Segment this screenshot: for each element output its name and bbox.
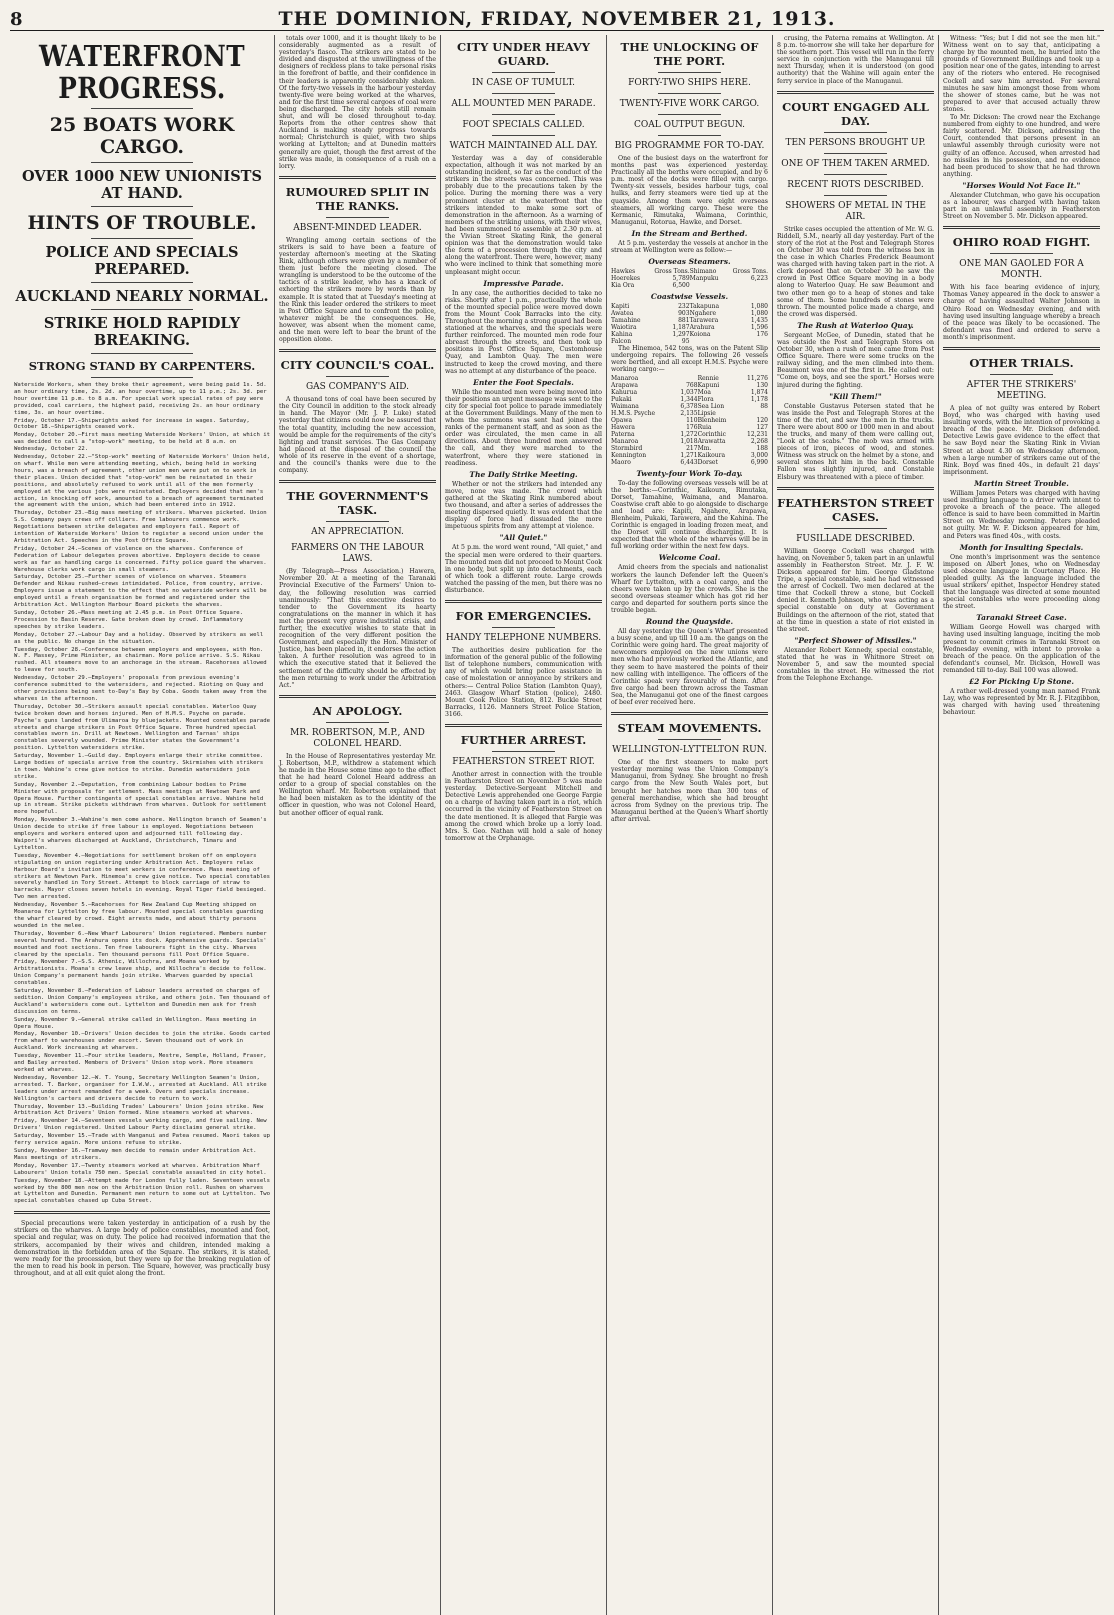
page-number: 8	[10, 9, 23, 30]
article-text: A thousand tons of coal have been secured by the City Council in addition to the stock already in hand. The Mayor (Mr. J. P. Luke) stated yesterday that citizens could now be assured that the total quantity, including the new accession, would be ample for the requirements of the city's lighting and transit services. The Gas Company had placed at the disposal of the council the whole of its reserve in the event of a shortage, and the council's thanks were due to the company.	[279, 396, 436, 475]
headline-court-engaged: COURT ENGAGED ALL DAY.	[782, 99, 929, 128]
article-text: Sergeant McGee, of Dunedin, stated that he was outside the Post and Telegraph Stores on October 30, when a rush of men came from Post Office Square. There were some trucks on the railway siding, and the men climbed into them. Beaumont was one of the first in. He called out: "Come on, boys, and see the sport." Horses were injured during the fighting.	[777, 331, 934, 389]
column-3	[441, 35, 607, 1615]
headline-waterfront-progress: WATERFRONT PROGRESS.	[38, 39, 246, 105]
headline-strike-breaking: STRIKE HOLD RAPIDLY BREAKING.	[43, 315, 241, 349]
headline-government-task: THE GOVERNMENT'S TASK.	[286, 489, 429, 518]
subhead-after-meeting: AFTER THE STRIKERS' MEETING.	[966, 380, 1077, 401]
article-text: All day yesterday the Queen's Wharf presented a busy scene, and up till 10 a.m. the gangs on the Corinthic were going hard. The great majority of newcomers employed on the new unions were men who had previously worked the Atlantic, and they seem to have mastered the points of their new calling with intelligence. The officers of the Corinthic speak very favourably of them. After five cargo had been thrown across the Tasman Sea, the Manuganui got one of the finest cargoes of beef ever received here.	[611, 628, 768, 707]
chronology-entry: Saturday, November 8.—Federation of Labour leaders arrested on charges of sedition. Union Company's employees strike, and others join. Ten thousand of Auckland's watersiders come out. Lyttelton and Dunedin men ask for fresh discussion on terms.	[14, 988, 270, 1015]
headline-steam-movements: STEAM MOVEMENTS.	[617, 721, 762, 736]
article-text: One month's imprisonment was the sentence imposed on Albert Jones, who on Wednesday used obscene language in Courtenay Place. He pleaded guilty. As the language included the usual strikers' epithet, Inspector Hendrey stated that the language was directed at some mounted special constables who were proceeding along the street.	[943, 553, 1100, 611]
section-head: Round the Quayside.	[645, 617, 734, 627]
headline-unlocking-port: THE UNLOCKING OF THE PORT.	[620, 40, 759, 68]
chronology-entry: Thursday, October 30.—Strikers assault special constables. Waterloo Quay twice broken down and horses injured. Men of H.M.S. Psyche on parade. Psyche's guns landed from Ulimaroa by bluejackets. Mounted constables parade streets and charge strikers in Post Office Square. Three hundred special constables sworn in. Drill at Newtown. Wellington and Tarnas' ships constables severely wounded. Prime Minister states the Government's position. Lyttelton watersiders strike.	[14, 703, 270, 752]
headline-featherston-cases: FEATHERSTON STREET CASES.	[777, 495, 934, 524]
section-head: Twenty-four Work To-day.	[636, 468, 743, 478]
headline-other-trials: OTHER TRIALS.	[969, 356, 1074, 370]
section-head: £2 For Picking Up Stone.	[968, 677, 1075, 686]
headline-city-coal: CITY COUNCIL'S COAL.	[280, 358, 435, 373]
section-head: Taranaki Street Case.	[976, 613, 1067, 623]
article-text: A plea of not guilty was entered by Robert Boyd, who was charged with having used insulting words, with the intention of provoking a breach of the peace. Mr. Dickson defended. Detective Lewis gave evidence to the effect that he saw Boyd near the Skating Rink in Vivian Street at about 4.30 on Wednesday afternoon, when a large number of strikers came out of the Rink. Boyd was fined 40s., in default 21 days' imprisonment.	[943, 405, 1100, 476]
subhead-watch: WATCH MAINTAINED ALL DAY.	[449, 141, 598, 151]
column-5	[773, 35, 939, 1615]
article-text: In any case, the authorities decided to take no risks. Shortly after 1 p.m., practically the whole of the mounted special police were moved down from the Mount Cook Barracks into the city. Throughout the morning a strong guard had been stationed at the wharves, and the specials were further reinforced. The mounted men rode four abreast through the streets, and then took up positions in Post Office Square, Customhouse Quay, and Lambton Quay. The men were instructed to keep the crowd moving, and there was no attempt at any disturbance of the peace.	[445, 289, 602, 375]
article-text: Alexander Robert Kennedy, special constable, stated that he was in Whitmore Street on November 5, and saw the mounted special constables in the street. He witnessed the riot from the Telephone Exchange.	[777, 646, 934, 683]
headline-city-guard: CITY UNDER HEAVY GUARD.	[457, 40, 590, 68]
ships-table-coastwise: Kapiti 232 Takapuna 1,080 Awatea 903 Ngahere 1,080 Tamahine 881 Tarawera 1,435 Waiotira 1,187 Arahura 1,596 Kahina 1,297 Koiona 176 Falcon 95	[611, 303, 768, 346]
chronology-entry: Wednesday, October 22.—"Stop-work" meeting of Waterside Workers' Union held, on wharf. While men were attending meeting, which, being held in working hours, was a breach of agreement, other union men were put on to work in their places. Union decided that "stop-work" men be reinstated in their positions, and absolutely refused to work until all of the men formerly employed at the various jobs were reinstated. Employers decided that men's action, in knocking off work, amounted to a breach of agreement terminated the agreement with the union, which had been entered into in 1912.	[14, 454, 270, 509]
subhead-robertson: MR. ROBERTSON, M.P., AND COLONEL HEARD.	[290, 727, 425, 749]
chronology-entry: Thursday, November 6.—New Wharf Labourers' Union registered. Members number several hundred. The Arahura opens its dock. Apprehensive guards. Specials' mounted and foot sections. Ten free labourers fight in the city. Wharves cleared by the specials. Ten thousand persons fill Post Office Square.	[14, 930, 267, 958]
chronology-entry: Saturday, November 1.—Guild day. Employers enlarge their strike committee. Large bodies of specials arrive from the country. Skirmishes with strikers in town. Wahine's crew give notice to strike. Dunedin watersiders join strike.	[14, 753, 264, 780]
subhead-absent-leader: ABSENT-MINDED LEADER.	[293, 222, 422, 233]
article-text: Another arrest in connection with the trouble in Featherston Street on November 5 was made yesterday. Detective-Sergeant Mitchell and Detective Lewis apprehended one George Fargie on a charge of having taken part in a riot, which occurred in the vicinity of Featherston Street on the date mentioned. It is alleged that Fargie was among the crowd which broke up a lorry load. Mrs. S. Geo. Nathan will hold a sale of honey tomorrow at the Orphanage.	[445, 771, 602, 842]
section-head: The Daily Strike Meeting.	[469, 469, 578, 479]
chronology-entry: Sunday, November 9.—General strike called in Wellington. Mass meeting in Opera House.	[14, 1016, 257, 1030]
headline-25-boats: 25 BOATS WORK CARGO.	[49, 114, 235, 158]
chronology-entry: Wednesday, November 12.—W. T. Young, Secretary Wellington Seamen's Union, arrested. T. Barker, organiser for I.W.W., arrested at Auckland. All strike leaders under arrest remanded for a week. Overs and specials increase. Wellington's carters and drivers decide to return to work.	[14, 1074, 267, 1102]
article-text: With his face bearing evidence of injury, Thomas Vaney appeared in the dock to answer a charge of having assaulted Walter Johnson in Ohiro Road on Wednesday evening, and with having used insulting language whereby a breach of the peace was likely to be occasioned. The defendant was fined and ordered to serve a month's imprisonment.	[943, 284, 1100, 341]
subhead-42-ships: FORTY-TWO SHIPS HERE.	[628, 78, 751, 88]
article-text: Witness: "Yes; but I did not see the men hit." Witness went on to say that, anticipating a charge by the mounted men, he hurried into the grounds of Government Buildings and took up a position near one of the gates, intending to arrest any of the rioters who entered. He recognised Cockell and saw him arrested. For several minutes he saw him amongst those from whom the shower of stones came, but he was not prepared to aver that accused actually threw stones.	[943, 35, 1100, 113]
subhead-one-man-gaoled: ONE MAN GAOLED FOR A MONTH.	[959, 259, 1084, 281]
subhead-tumult: IN CASE OF TUMULT.	[472, 78, 575, 88]
article-text: Constable Gustavus Petersen stated that he was inside the Post and Telegraph Stores at the time of the riot, and saw the men in the trucks. There were about 800 or 1000 men in and about the trucks, and many of them were calling out, "Look at the scabs." The mob was armed with pieces of iron, pieces of wood, and stones. Witness was struck on the helmet by a stone, and several stones hit him in the back. Constable Fallon was slightly injured, and Constable Elsbury was threatened with a piece of timber.	[777, 402, 934, 481]
article-text: To-day the following overseas vessels will be at the berths:—Corinthic, Kaikoura, Rimutaka, Dorset, Tamahine, Waimana, and Manaroa. Coastwise craft able to go alongside to discharge and load are: Kapiti, Ngahere, Arapawa, Blenheim, Pukaki, Tarawera, and the Kahina. The Corinthic is engaged in loading frozen meat, and the Dorset will continue discharging. It is expected that the whole of the wharves will be in full working order within the next few days.	[611, 479, 768, 551]
headline-hints-of-trouble: HINTS OF TROUBLE.	[27, 212, 257, 234]
section-head: "Perfect Shower of Missiles."	[794, 635, 917, 645]
ships-table-overseas: Hawkes Gross Tons. Shimano Gross Tons. Hoerekes 5,789 Manpuku 6,223 Kia Ora 6,500	[611, 268, 768, 290]
chronology-entry: Friday, October 17.—Shipwrights asked for increase in wages. Saturday, October 18.—Shipwrights ceased work.	[14, 417, 250, 431]
column-2	[275, 35, 441, 1615]
chronology-entry: Saturday, October 25.—Further scenes of violence on wharves. Steamers Defender and Nikau rushed—crews intimidated. Police, from country, arrive. Employers issue a statement to the effect that no waterside workers will be employed until a fresh organisation be formed and registered under the Arbitration Act. Wellington Harbour Board pickets the wharves.	[14, 574, 267, 609]
subhead-featherston-riot: FEATHERSTON STREET RIOT.	[452, 757, 595, 767]
headline-auckland-normal: AUCKLAND NEARLY NORMAL.	[15, 288, 269, 305]
section-head: In the Stream and Berthed.	[631, 228, 748, 238]
masthead-title: THE DOMINION, FRIDAY, NOVEMBER 21, 1913.	[278, 8, 836, 30]
article-text: At 5 p.m. the word went round, "All quiet," and the special men were ordered to their quarters. The mounted men did not proceed to Mount Cook in one body, but split up into detachments, each of which took a different route. Large crowds watched the passing of the men, but there was no disturbance.	[445, 544, 602, 594]
section-head: "Kill Them!"	[829, 391, 882, 401]
subhead-mounted-men: ALL MOUNTED MEN PARADE.	[451, 99, 596, 109]
article-text: totals over 1000, and it is thought likely to be considerably augmented as a result of yesterday's fiasco. The strikers are stated to be divided and disgusted at the unwillingness of the designers of reckless plans to take personal risks in the forefront of battle, and their confidence in their leaders is apparently considerably shaken. Of the forty-two vessels in the harbour yesterday twenty-five were being worked at the wharves, and for the first time several cargoes of coal were being discharged. The city hotels still remain shut, and will be closed throughout to-day. Reports from the other centres show that Auckland is making steady progress towards normal; Christchurch is quiet, with two ships working at Lyttelton; and at Dunedin matters generally are quiet, though the first arrest of the strike was made, in consequence of a rush on a lorry.	[279, 35, 436, 170]
section-head: Month for Insulting Specials.	[959, 542, 1084, 552]
headline-further-arrest: FURTHER ARREST.	[460, 733, 587, 747]
chronology-entry: Friday, November 14.—Seventeen vessels working cargo, and five sailing. New Drivers' Union registered. United Labour Party disclaims general strike.	[14, 1118, 267, 1132]
article-text: Amid cheers from the specials and nationalist workers the launch Defender left the Queen's Wharf for Lyttelton, with a coal cargo, and the cheers were taken up by the crowds. She is the second overseas steamer which has got rid her cargo and departed for southern ports since the trouble began.	[611, 564, 768, 614]
subhead-appreciation: AN APPRECIATION.	[311, 527, 404, 538]
article-text: At 5 p.m. yesterday the vessels at anchor in the stream at Wellington were as follow:—	[611, 239, 768, 255]
article-text: William George Howell was charged with having used insulting language, inciting the mob present to commit crimes in Taranaki Street on Wednesday evening, with intent to provoke a breach of the peace. On the application of the defendant's counsel, Mr. Dickson, Howell was remanded till to-day. Bail 100 was allowed.	[943, 624, 1100, 674]
article-text: In the House of Representatives yesterday Mr. J. Robertson, M.P., withdrew a statement which he made in the House some time ago to the effect that he had heard Colonel Heard address an order to a group of special constables on the Wellington wharf. Mr. Robertson explained that he had been mistaken as to the identity of the officer in question, who was not Colonel Heard, but another officer of equal rank.	[279, 752, 436, 817]
article-text: William James Peters was charged with having used insulting language to a driver with intent to provoke a breach of the peace. The alleged offence is said to have been committed in Martin Street on Wednesday morning. Peters pleaded not guilty. Mr. W. F. Dickson appeared for him, and Peters was fined 40s., with costs.	[943, 489, 1100, 540]
article-text: crusing, the Paterna remains at Wellington. At 8 p.m. to-morrow she will take her departure for the southern port. This vessel will run in the ferry service in conjunction with the Manuganui till next Thursday, when it is understood (on good authority) that the Wahine will again enter the ferry service in place of the Manuganui.	[777, 35, 934, 85]
chronology-entry: Tuesday, October 28.—Conference between employers and employees, with Hon. W. F. Massey, Prime Minister, as chairman. More police arrive. S.S. Nikau rushed. All steamers move to an anchorage in the stream. Racehorses allowed to leave for south.	[14, 646, 267, 674]
headline-split-ranks: RUMOURED SPLIT IN THE RANKS.	[285, 184, 430, 213]
article-text: The Hinemoa, 542 tons, was on the Patent Slip undergoing repairs. The following 26 vessels were berthed, and all except H.M.S. Psyche were working cargo:—	[611, 345, 768, 374]
article-text: One of the first steamers to make port yesterday morning was the Union Company's Manuganui, from Sydney. She brought no fresh cargo from the New South Wales port, but brought her hatches more than 300 tons of general merchandise, which she had brought across from Sydney on the previous trip. The Manuganui berthed at the Queen's Wharf shortly after arrival.	[611, 759, 768, 823]
subhead-telephone: HANDY TELEPHONE NUMBERS.	[445, 633, 602, 644]
article-text: William George Cockell was charged with having, on November 5, taken part in an unlawful assembly in Featherston Street. Mr. J. F. W. Dickson appeared for him. George Gladstone Tripe, a special constable, said he had witnessed the arrest of Cockell. Two men declared at the time that Cockell threw a stone, but Cockell denied it. Kenneth Johnson, who was acting as a special constable on duty at Government Buildings on the afternoon of the riot, stated that at the time in question a state of riot existed in the street.	[777, 547, 934, 633]
chronology-entry: Monday, November 17.—Twenty steamers worked at wharves. Arbitration Wharf Labourers' Union totals 750 men. Special constable assaulted in city hotel.	[14, 1162, 267, 1176]
headline-emergencies: FOR EMERGENCIES.	[455, 609, 592, 624]
headline-carpenters: STRONG STAND BY CARPENTERS.	[28, 359, 256, 373]
article-text: To Mr. Dickson: The crowd near the Exchange numbered from eighty to one hundred, and were fairly scattered. Mr. Dickson, addressing the Court, contended that persons present in an unlawful assembly through curiosity were not guilty of an offence. Accused, when arrested had no missiles in his possession, and no evidence had been produced to show that he had thrown anything.	[943, 114, 1100, 178]
article-text: Wrangling among certain sections of the strikers is said to have been a feature of yesterday afternoon's meeting at the Skating Rink, although others were given by a number of them just before the meeting closed. The wrangling is understood to be the outcome of the tactics of a strike leader, who has a knack of exhorting the strikers more by words than by example. It is stated that at Tuesday's meeting at the Rink this leader ordered the strikers to meet in Post Office Square and to confront the police, whatever might be the consequences. He, however, was absent when the moment came, and the men were left to bear the brunt of the opposition alone.	[279, 236, 436, 344]
article-text: Alexander Clutchman, who gave his occupation as a labourer, was charged with having taken part in an unlawful assembly in Featherston Street on November 5. Mr. Dickson appeared.	[943, 191, 1100, 221]
chronology-entry: Waterside Workers, when they broke their agreement, were being paid 1s. 5d. an hour ordinary time, 2s. 2d. an hour overtime, up to 11 p.m.; 2s. 3d. per hour overtime 11 p.m. to 8 a.m. For special work special rates of pay were provided, coal carriers, the highest paid, receiving 2s. an hour ordinary time, 3s. an hour overtime.	[14, 382, 267, 416]
column-4	[607, 35, 773, 1615]
section-head: Welcome Coal.	[658, 553, 721, 563]
section-head: Impressive Parade.	[483, 278, 564, 288]
chronology-entry: Tuesday, November 11.—Four strike leaders, Mestre, Semple, Holland, Fraser, and Bailey arrested. Members of Drivers' Union stop work. More steamers worked at wharves.	[14, 1053, 267, 1073]
chronology-entry: Saturday, November 15.—Trade with Wanganui and Patea resumed. Maori takes up ferry service again. More unions refuse to strike.	[14, 1133, 270, 1147]
section-head: The Rush at Waterloo Quay.	[797, 320, 914, 330]
chronology-entry: Monday, October 27.—Labour Day and a holiday. Observed by strikers as well as the public. No change in the situation.	[14, 631, 264, 645]
table-title: Overseas Steamers.	[648, 257, 731, 267]
ships-table-berthed: Manaroa Rennie 11,276 Arapawa 768 Kapuni 130 Kahurua 1,037 Moa 1,874 Pukaki 1,344 Flora 1,178 Waimana 6,378 Sea Lion 88 H.M.S. Psyche 2,135 Lipsie Opawa 110 Blenheim 120 Hawera 176 Ruia 127 Paterna 1,272 Corinthic 12,231 Manaroa 1,018 Arawatta 2,268 Stormbird 217 Mm. 188 Kennington 1,271 Kaikoura 3,000 Maoro 6,443 Dorset 6,990	[611, 374, 768, 466]
subhead-taken-armed: ONE OF THEM TAKEN ARMED.	[781, 158, 930, 169]
table-title: Coastwise Vessels.	[650, 292, 729, 302]
subhead-ten-persons: TEN PERSONS BROUGHT UP.	[785, 137, 926, 148]
subhead-showers-metal: SHOWERS OF METAL IN THE AIR.	[785, 200, 926, 222]
column-1	[10, 35, 275, 1615]
article-text: The authorities desire publication for the information of the general public of the following list of telephone numbers, communication with any of which would bring police assistance in case of molestation or annoyance by strikers and others:— Central Police Station (Lambton Quay), 2463. Glasgow Wharf Station (police), 2480. Mount Cook Police Station, 812. Buckle Street Barracks, 1126. Manners Street Police Station, 3166.	[445, 647, 602, 718]
subhead-25-cargo: TWENTY-FIVE WORK CARGO.	[619, 99, 760, 109]
strike-chronology	[14, 382, 270, 1205]
subhead-ferry-run: WELLINGTON-LYTTELTON RUN.	[612, 745, 767, 756]
headline-police-specials: POLICE AND SPECIALS PREPARED.	[45, 244, 239, 278]
article-text: (By Telegraph—Press Association.) Hawera, November 20. At a meeting of the Taranaki Provincial Executive of the Farmers' Union to-day, the following resolution was carried unanimously: "That this executive desires to tender to the Government its hearty congratulations on the manner in which it has met the present very grave industrial crisis, and further, the executive wishes to state that in recognition of the very different position the Government, and especially the Hon. Minister of Justice, has been placed in, it endorses the action taken. A further resolution was agreed to in which the executive stated that it believed the settlement of the difficulty should be effected by the men returning to work under the Arbitration Act."	[279, 568, 436, 689]
article-text: Whether or not the strikers had intended any move, none was made. The crowd which gathered at the Skating Rink numbered about two thousand, and after a series of addresses the meeting dispersed quietly. It was evident that the display of force had dissuaded the more impetuous spirits from any attempt at violence.	[445, 480, 602, 531]
article-tail: Special precautions were taken yesterday in anticipation of a rush by the strikers on the wharves. A large body of police constables, mounted and foot, special and regular, was on duty. The police had received information that the strikers, accompanied by their wives and children, intended making a demonstration in the forbidden area of the Square. The strikers, it is stated, were ready for the procession, but they were up for the breaking regulation of the men to read his book in person. The Square, however, was practically busy throughout, and at all exit quiet along the front.	[14, 1220, 270, 1277]
article-text: Strike cases occupied the attention of Mr. W. G. Riddell, S.M., nearly all day yesterday. Part of the story of the riot at the Post and Telegraph Stores on October 30 was told from the witness box in the case in which Charles Frederick Beaumont was charged with having taken part in the riot. A clerk deposed that on October 30 he saw the crowd in Post Office Square moving in a body along to Waterloo Quay. He saw Beaumont and two other men go to a heap of stones and take some of them. Some hundreds of stones were thrown. The mounted police made a charge, and the crowd was dispersed.	[777, 225, 934, 318]
section-head: "Horses Would Not Face It."	[962, 180, 1081, 190]
chronology-entry: Monday, November 3.—Wahine's men come ashore. Wellington branch of Seamen's Union decide to strike if free labour is employed. Negotiations between employers and workers entered upon and adjourned till following day. Waipori's wharves discharged at Auckland, Christchurch, Timaru and Lyttelton.	[14, 817, 267, 851]
chronology-entry: Wednesday, November 5.—Racehorses for New Zealand Cup Meeting shipped on Moanaroa for Lyttelton by free labour. Mounted special constables guarding the wharf cleared by crowd. Eight arrests made, and about thirty persons wounded in the melee.	[14, 902, 264, 929]
chronology-entry: Tuesday, November 4.—Negotiations for settlement broken off on employers stipulating on union registering under Arbitration Act. Employers relax Harbour Board's invitation to meet workers in conference. Mass meeting of strikers at Newtown Park. Hinemoa's crew give notice. Two special constables severely handled in Tory Street. Attempt to block carriage of straw to barracks. Mayor closes seven hotels in evening. Royal Tiger field besieged. Two men arrested.	[14, 852, 270, 901]
subhead-programme: BIG PROGRAMME FOR TO-DAY.	[614, 141, 765, 151]
subhead-riots-described: RECENT RIOTS DESCRIBED.	[787, 179, 924, 190]
headline-apology: AN APOLOGY.	[312, 703, 403, 718]
chronology-entry: Monday, November 10.—Drivers' Union decides to join the strike. Goods carted from wharf to warehouses under escort. Seven thousand out of work in Auckland. Work increasing at wharves.	[14, 1031, 270, 1052]
chronology-entry: Friday, October 24.—Scenes of violence on the wharves. Conference of Federation of Labour delegates proves abortive. Employers decide to cease work as far as handling cargo is concerned. Fifty police guard the wharves. Warehouse clerks work cargo in small steamers.	[14, 545, 267, 573]
subhead-farmers: FARMERS ON THE LABOUR LAWS.	[291, 543, 424, 565]
section-head: Martin Street Trouble.	[974, 478, 1069, 488]
chronology-entry: Wednesday, October 29.—Employers' proposals from previous evening's conference submitted to the watersiders, and rejected. Rioting on Quay and other provisions being sent to-Day's Bay by Coba. Goods taken away from the wharves in the afternoon.	[14, 675, 267, 702]
article-text: A rather well-dressed young man named Frank Lay, who was represented by Mr. R. J. Fitzgibbon, was charged with having used threatening behaviour.	[943, 688, 1100, 717]
article-text: Yesterday was a day of considerable expectation, although it was not marked by an outstanding incident, so far as the conduct of the strikers in the streets was concerned. This was probably due to the precautions taken by the police. During the morning there was a very prominent cluster at the waterfront that the strikers intended to make some sort of demonstration in the afternoon. As a warning of members of the striking unions, with their wives, had been summoned to assemble at 2.30 p.m. at the Vivian Street Skating Rink, the general opinion was that the demonstration would take the form of a procession through the city and along the waterfront. There were, however, many who were inclined to think that something more unpleasant might occur.	[445, 155, 602, 276]
chronology-entry: Sunday, November 2.—Deputation, from combining Labour bodies to Prime Minister with proposals for settlement. Mass meetings at Newtown Park and Opera House. Further contingents of special constables arrive. Wahine held up in stream. Strike pickets withdrawn from wharves. Outlook for settlement more hopeful.	[14, 781, 267, 816]
column-6	[939, 35, 1104, 1615]
masthead	[10, 6, 1104, 31]
section-head: "All Quiet."	[499, 533, 548, 543]
article-text: While the mounted men were being moved into their positions an urgent message was sent to the city for special foot police to parade immediately at the Government Buildings. Many of the men to whom the summons was sent had joined the ranks of the permanent staff, and as soon as the order was circulated, the men came in all directions. About three hundred men answered the call, and they were marched to the waterfront, where they were stationed in readiness.	[445, 388, 602, 467]
section-head: Enter the Foot Specials.	[473, 377, 574, 387]
chronology-entry: Tuesday, November 18.—Attempt made for London fully laden. Seventeen vessels worked by the 800 men now on the Arbitration Union roll. Rushes on wharves at Lyttelton and Dunedin. Permanent men return to some out at Lyttelton. Two special constables chased up Cuba Street.	[14, 1177, 270, 1205]
chronology-entry: Thursday, November 13.—Building Trades' Labourers' Union joins strike. New Arbitration Act Drivers' Union formed. Nine steamers worked at wharves.	[14, 1103, 264, 1117]
article-text: One of the busiest days on the waterfront for months past was experienced yesterday. Practically all the berths were occupied, and by 6 p.m. most of the docks were filled with cargo. Twenty-six vessels, besides harbour tugs, coal hulks, and ferry steamers were tied up at the quayside. Among them were eight overseas steamers, all working cargo. These were the Kermanic, Rimutaka, Waimana, Corinthic, Manuganui, Rotorua, Hawke, and Dorset.	[611, 155, 768, 226]
subhead-gas-company: GAS COMPANY'S AID.	[305, 382, 410, 393]
chronology-entry: Monday, October 20.—First mass meeting Waterside Workers' Union, at which it was decided to call a "stop-work" meeting, to be held at 8 a.m. on Wednesday, October 22.	[14, 432, 270, 453]
subhead-fusillade: FUSILLADE DESCRIBED.	[796, 533, 915, 544]
subhead-coal-output: COAL OUTPUT BEGUN.	[633, 120, 746, 130]
chronology-entry: Thursday, October 23.—Big mass meeting of strikers. Wharves picketed. Union S.S. Company pays crews off colliers. Free labourers commence work. Negotiations between strike delegates and employers fail. Report of intention of Waterside Workers' Union to register a second union under the Arbitration Act. Speeches in the Post Office Square.	[14, 510, 267, 544]
chronology-entry: Sunday, October 26.—Mass meeting at 2.45 p.m. in Post Office Square. Procession to Basin Reserve. Gate broken down by crowd. Inflammatory speeches by strike leaders.	[14, 610, 244, 630]
chronology-entry: Friday, November 7.—S.S. Athenic, Willochra, and Moana worked by Arbitrationists. Moana's crew leave ship, and Willochra's decide to follow. Union Company's permanent hands join strike. Wharves guarded by special constables.	[14, 959, 267, 987]
headline-1000-unionists: OVER 1000 NEW UNIONISTS AT HAND.	[22, 168, 262, 202]
subhead-foot-specials: FOOT SPECIALS CALLED.	[462, 120, 585, 130]
chronology-entry: Sunday, November 16.—Tramway men decide to remain under Arbitration Act. Mass meetings of strikers.	[14, 1147, 257, 1161]
headline-ohiro-road: OHIRO ROAD FIGHT.	[952, 235, 1091, 250]
columns	[10, 35, 1104, 1615]
